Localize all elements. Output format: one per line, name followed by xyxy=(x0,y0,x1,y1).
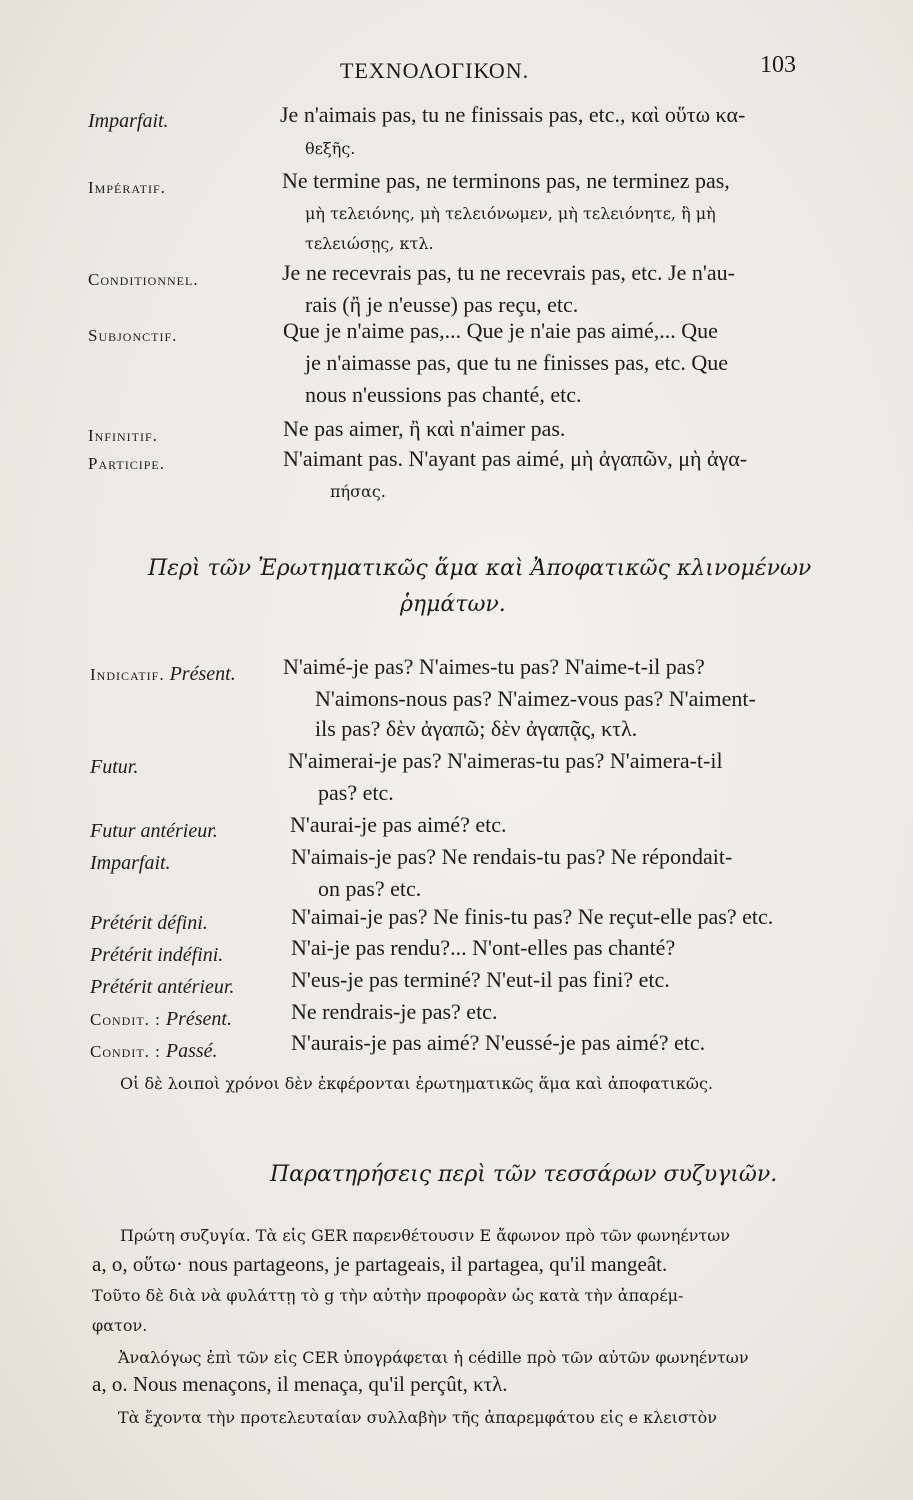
text-line: N'aimons-nous pas? N'aimez-vous pas? N'aiment- xyxy=(315,686,756,711)
paragraph-line: Ἀναλόγως ἐπὶ τῶν εἰς CER ὑπογράφεται ἡ cédille πρὸ τῶν αὐτῶν φωνηέντων xyxy=(118,1348,749,1367)
paragraph-line: Πρώτη συζυγία. Τὰ εἰς GER παρενθέτουσιν E ἄφωνον πρὸ τῶν φωνηέντων xyxy=(120,1226,730,1245)
footnote-remark: Οἱ δὲ λοιποὶ χρόνοι δὲν ἐκφέρονται ἐρωτηματικῶς ἅμα καὶ ἀποφατικῶς. xyxy=(120,1074,714,1093)
text-line: Je ne recevrais pas, tu ne recevrais pas, etc. Je n'au- xyxy=(282,260,735,285)
text-line: N'aimerai-je pas? N'aimeras-tu pas? N'aimera-t-il xyxy=(288,748,723,773)
label-participe: Participe. xyxy=(88,454,165,473)
text-line: ils pas? δὲν ἀγαπῶ; δὲν ἀγαπᾷς, κτλ. xyxy=(315,716,638,741)
text-line: Que je n'aime pas,... Que je n'aie pas aimé,... Que xyxy=(283,318,718,343)
text-line: rais (ἢ je n'eusse) pas reçu, etc. xyxy=(305,292,579,317)
label-condit-present xyxy=(90,1008,232,1031)
text-line: N'aimais-je pas? Ne rendais-tu pas? Ne répondait- xyxy=(291,844,733,869)
label-indicatif-present xyxy=(90,663,236,686)
paragraph-line: φατον. xyxy=(92,1316,148,1335)
text-line: N'aimant pas. N'ayant pas aimé, μὴ ἀγαπῶν, μὴ ἀγα- xyxy=(283,446,748,471)
text-line: N'aimé-je pas? N'aimes-tu pas? N'aime-t-il pas? xyxy=(283,654,705,679)
label-infinitif: Infinitif. xyxy=(88,426,158,445)
label-subjonctif: Subjonctif. xyxy=(88,326,178,345)
text-line: Ne termine pas, ne terminons pas, ne terminez pas, xyxy=(282,168,730,193)
paragraph-line: Τοῦτο δὲ διὰ νὰ φυλάττῃ τὸ g τὴν αὐτὴν προφορὰν ὡς κατὰ τὴν ἀπαρέμ- xyxy=(92,1286,684,1305)
text-line: μὴ τελειόνης, μὴ τελειόνωμεν, μὴ τελειόνητε, ἢ μὴ xyxy=(305,204,716,223)
text-line: N'aurai-je pas aimé? etc. xyxy=(290,812,507,837)
label-futur-anterieur: Futur antérieur. xyxy=(90,820,218,842)
text-line: τελειώσῃς, κτλ. xyxy=(305,234,434,253)
label-condit-passe xyxy=(90,1040,218,1063)
paragraph-line: a, o. Nous menaçons, il menaça, qu'il perçût, κτλ. xyxy=(92,1372,508,1396)
label-mood: Condit. : xyxy=(90,1042,161,1061)
text-line: nous n'eussions pas chanté, etc. xyxy=(305,382,582,407)
text-line: N'aimai-je pas? Ne finis-tu pas? Ne reçut-elle pas? etc. xyxy=(291,904,774,929)
label-preterit-defini: Prétérit défini. xyxy=(90,912,208,934)
text-line: pas? etc. xyxy=(318,780,394,805)
label-imparfait: Imparfait. xyxy=(88,110,169,132)
text-line: N'aurais-je pas aimé? N'eussé-je pas aimé? etc. xyxy=(291,1030,706,1055)
text-line: Je n'aimais pas, tu ne finissais pas, etc., καὶ οὕτω κα- xyxy=(280,102,746,127)
text-line: on pas? etc. xyxy=(318,876,422,901)
label-mood: Indicatif. xyxy=(90,665,165,684)
paragraph-line: a, o, οὕτω· nous partageons, je partageais, il partagea, qu'il mangeât. xyxy=(92,1252,668,1276)
text-line: Ne rendrais-je pas? etc. xyxy=(291,999,498,1024)
label-tense: Présent. xyxy=(165,1008,232,1030)
section-heading-2: Παρατηρήσεις περὶ τῶν τεσσάρων συζυγιῶν. xyxy=(270,1162,778,1187)
label-tense: Passé. xyxy=(165,1040,218,1062)
section-heading-cont: ῥημάτων. xyxy=(400,592,506,617)
text-line: θεξῆς. xyxy=(305,139,356,158)
text-line: N'eus-je pas terminé? N'eut-il pas fini? etc. xyxy=(291,967,670,992)
text-line: πήσας. xyxy=(330,482,386,501)
label-imperatif: Impératif. xyxy=(88,178,166,197)
label-mood: Condit. : xyxy=(90,1010,161,1029)
section-heading: Περὶ τῶν Ἐρωτηματικῶς ἅμα καὶ Ἀποφατικῶς κλινομένων xyxy=(148,556,812,581)
page-number: 103 xyxy=(760,52,796,78)
label-conditionnel: Conditionnel. xyxy=(88,270,199,289)
paragraph-line: Τὰ ἔχοντα τὴν προτελευταίαν συλλαβὴν τῆς ἀπαρεμφάτου εἰς e κλειστὸν xyxy=(118,1408,717,1427)
text-line: Ne pas aimer, ἢ καὶ n'aimer pas. xyxy=(283,416,566,441)
label-tense: Présent. xyxy=(169,663,236,685)
label-preterit-indefini: Prétérit indéfini. xyxy=(90,944,224,966)
running-header: ΤΕΧΝΟΛΟΓΙΚΟΝ. xyxy=(340,58,530,83)
text-line: je n'aimasse pas, que tu ne finisses pas, etc. Que xyxy=(305,350,729,375)
label-futur: Futur. xyxy=(90,756,139,778)
text-line: N'ai-je pas rendu?... N'ont-elles pas chanté? xyxy=(291,935,676,960)
label-imparfait-interrog: Imparfait. xyxy=(90,852,171,874)
label-preterit-anterieur: Prétérit antérieur. xyxy=(90,976,235,998)
